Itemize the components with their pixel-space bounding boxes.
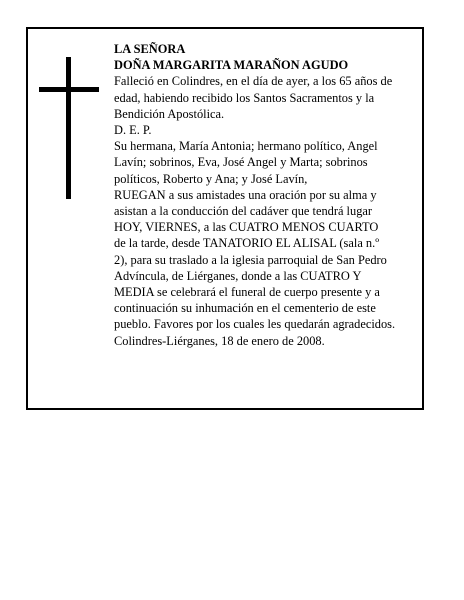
body-line: Bendición Apostólica. [114, 106, 225, 121]
cross-horizontal-bar [39, 87, 99, 92]
body-line: Lavín; sobrinos, Eva, José Angel y Marta; sobrinos [114, 155, 368, 170]
obituary-notice [26, 27, 424, 410]
body-line: continuación su inhumación en el cementerio de este [114, 301, 376, 316]
cross-vertical-bar [66, 57, 71, 199]
body-line: 2), para su traslado a la iglesia parroquial de San Pedro [114, 252, 387, 267]
body-line: políticos, Roberto y Ana; y José Lavín, [114, 171, 308, 186]
body-line: Falleció en Colindres, en el día de ayer, a los 65 años de [114, 74, 393, 89]
title-line: LA SEÑORA [114, 42, 186, 56]
body-line: Advíncula, de Liérganes, donde a las CUATRO Y [114, 268, 362, 283]
body-line: Su hermana, María Antonia; hermano político, Angel [114, 139, 378, 154]
body-line: edad, habiendo recibido los Santos Sacramentos y la [114, 90, 375, 105]
body-line: pueblo. Favores por los cuales les quedarán agradecidos. [114, 317, 396, 332]
deceased-name: DOÑA MARGARITA MARAÑON AGUDO [114, 58, 349, 73]
body-line: MEDIA se celebrará el funeral de cuerpo presente y a [114, 285, 380, 300]
rip-line: D. E. P. [114, 123, 152, 138]
body-line: de la tarde, desde TANATORIO EL ALISAL (sala n.º [114, 236, 380, 251]
body-line: HOY, VIERNES, a las CUATRO MENOS CUARTO [114, 220, 379, 235]
notice-text [114, 41, 426, 349]
body-line: asistan a la conducción del cadáver que tendrá lugar [114, 204, 373, 219]
body-line: RUEGAN a sus amistades una oración por su alma y [114, 187, 377, 202]
cross-icon [39, 57, 99, 199]
place-date-line: Colindres-Liérganes, 18 de enero de 2008. [114, 333, 325, 348]
